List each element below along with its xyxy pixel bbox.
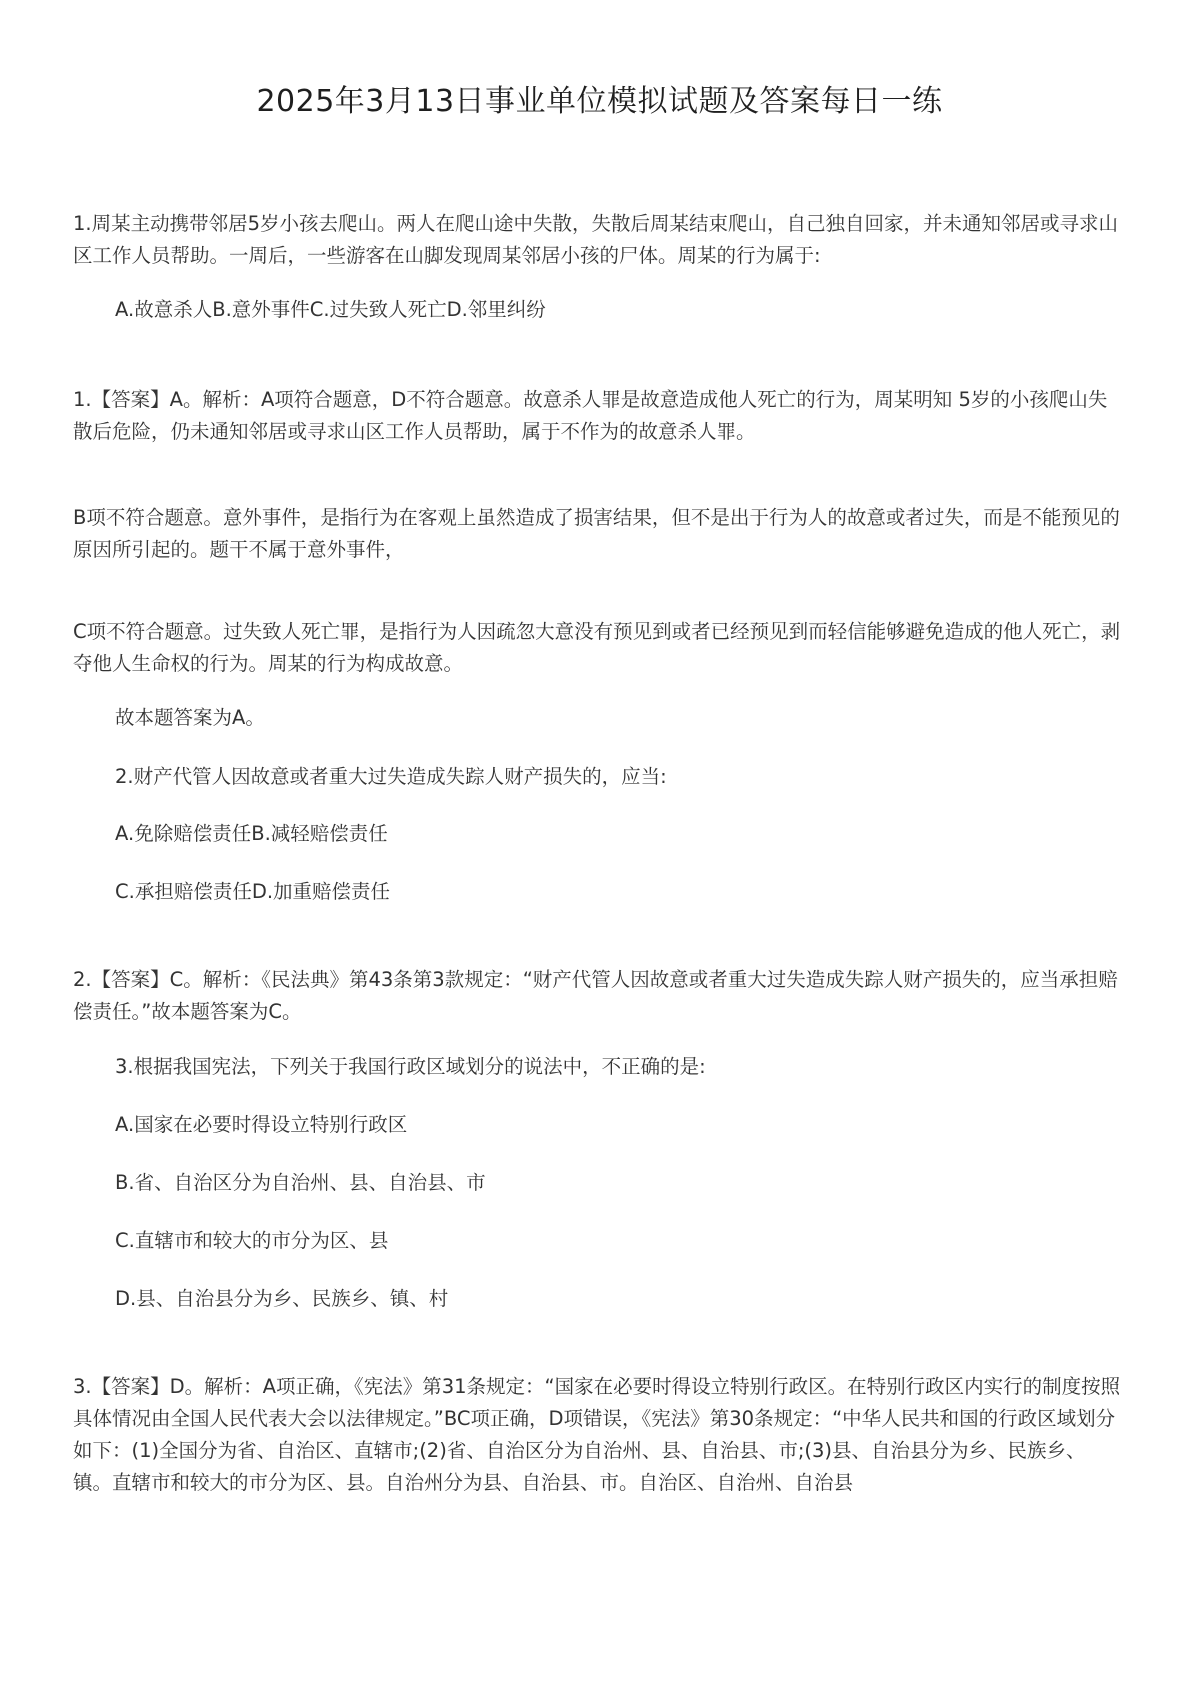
answer-2: 2.【答案】C。解析：《民法典》第43条第3款规定：“财产代管人因故意或者重大过失造成失踪人财产损失的，应当承担赔偿责任。”故本题答案为C。 bbox=[73, 968, 1118, 1023]
answer-3: 3.【答案】D。解析：A项正确，《宪法》第31条规定：“国家在必要时得设立特别行政区。在特别行政区内实行的制度按照具体情况由全国人民代表大会以法律规定。”BC项正确，D项错误，《宪法》第30条规定：“中华人民共和国的行政区域划分如下：(1)全国分为省、自治区、直辖市;(2)省、自治区分为自治州、县、自治县、市;(3)县、自治县分为乡、民族乡、镇。直辖市和较大的市分为区、县。自治州分为县、自治县、市。自治区、自治州、自治县 bbox=[73, 1375, 1121, 1494]
answer-1-option-b-explanation: B项不符合题意。意外事件，是指行为在客观上虽然造成了损害结果，但不是出于行为人的故意或者过失，而是不能预见的原因所引起的。题干不属于意外事件， bbox=[73, 506, 1120, 561]
question-3-option-d: D.县、自治县分为乡、民族乡、镇、村 bbox=[115, 1287, 449, 1310]
answer-1-option-c-explanation: C项不符合题意。过失致人死亡罪，是指行为人因疏忽大意没有预见到或者已经预见到而轻信能够避免造成的他人死亡，剥夺他人生命权的行为。周某的行为构成故意。 bbox=[73, 620, 1121, 675]
page-title: 2025年3月13日事业单位模拟试题及答案每日一练 bbox=[256, 84, 943, 119]
question-3: 3.根据我国宪法，下列关于我国行政区域划分的说法中，不正确的是: bbox=[115, 1055, 706, 1078]
answer-1: 1.【答案】A。解析：A项符合题意，D不符合题意。故意杀人罪是故意造成他人死亡的行为，周某明知 5岁的小孩爬山失散后危险，仍未通知邻居或寻求山区工作人员帮助，属于不作为的故意杀人罪。 bbox=[73, 388, 1108, 443]
question-1: 1.周某主动携带邻居5岁小孩去爬山。两人在爬山途中失散，失散后周某结束爬山，自己独自回家，并未通知邻居或寻求山区工作人员帮助。一周后，一些游客在山脚发现周某邻居小孩的尸体。周某的行为属于: bbox=[73, 212, 1119, 267]
question-3-option-c: C.直辖市和较大的市分为区、县 bbox=[115, 1229, 389, 1252]
answer-1-conclusion: 故本题答案为A。 bbox=[115, 706, 265, 729]
question-2-options-line-2: C.承担赔偿责任D.加重赔偿责任 bbox=[115, 880, 391, 903]
question-3-option-b: B.省、自治区分为自治州、县、自治县、市 bbox=[115, 1171, 486, 1194]
question-3-option-a: A.国家在必要时得设立特别行政区 bbox=[115, 1113, 408, 1136]
question-2-options-line-1: A.免除赔偿责任B.减轻赔偿责任 bbox=[115, 822, 388, 845]
question-2: 2.财产代管人因故意或者重大过失造成失踪人财产损失的，应当: bbox=[115, 765, 667, 788]
question-1-options: A.故意杀人B.意外事件C.过失致人死亡D.邻里纠纷 bbox=[115, 298, 546, 321]
